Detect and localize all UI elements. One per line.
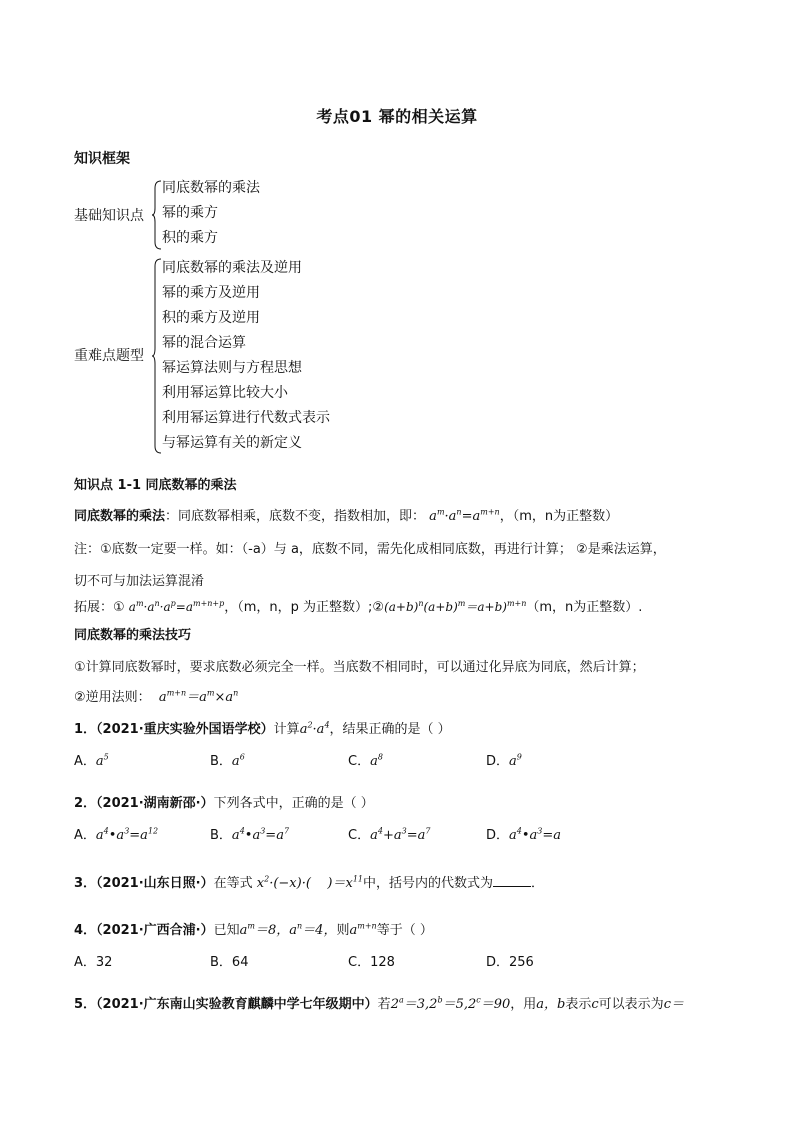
answer-blank[interactable] [493,874,531,887]
option-a: A．$a^4•a^3=a^{12}$ [74,826,159,843]
tips-heading: 同底数幂的乘法技巧 [74,628,192,643]
option-d: D．$a^4•a^3=a$ [486,826,562,843]
option-b: B．$a^6$ [210,752,245,769]
key-item: 同底数幂的乘法及逆用 [162,260,302,276]
reverse-formula: $a^{m+n}=a^m\times a^n$ [154,688,239,705]
key-label: 重难点题型 [74,348,144,364]
option-b: B．64 [210,955,249,970]
framework-heading: 知识框架 [74,151,130,167]
key-item: 与幂运算有关的新定义 [162,435,302,451]
key-item: 利用幂运算比较大小 [162,385,288,401]
key-item: 幂运算法则与方程思想 [162,360,302,376]
key-item: 幂的乘方及逆用 [162,285,260,301]
option-c: C．$a^4+a^3=a^7$ [348,826,431,843]
question-3: 3．（2021·山东日照·）在等式 $x^2\cdot(-x)\cdot$( )$=x^{11}$中，括号内的代数式为 ． [74,874,545,891]
extension-formula-2: $(a+b)^n(a+b)^m=a+b)^{m+n}$ [384,599,527,614]
tips-line: ②逆用法则： $a^{m+n}=a^m\times a^n$ [74,688,239,705]
option-d: D．$a^9$ [486,752,522,769]
question-1: 1．（2021·重庆实验外国语学校）计算$a^2\cdot a^4$，结果正确的是（ ） [74,720,451,737]
extension-formula-1: $a^m\cdot a^n\cdot a^p=a^{m+n+p}$ [128,599,225,614]
note-line: 切不可与加法运算混淆 [74,574,205,589]
section-heading: 知识点 1-1 同底数幂的乘法 [74,478,237,493]
note-line: 注：①底数一定要一样。如：（-a）与 a，底数不同，需先化成相同底数，再进行计算； ②是乘法运算， [74,542,666,557]
option-c: C．128 [348,955,395,970]
option-a: A．$a^5$ [74,752,109,769]
option-a: A．32 [74,955,113,970]
question-5: 5．（2021·广东南山实验教育麒麟中学七年级期中）若$2^a=3,2^b=5,2^c=90$，用a，b表示c可以表示为c＝ [74,995,684,1012]
basic-item: 幂的乘方 [162,205,218,221]
option-d: D．256 [486,955,534,970]
basic-item: 同底数幂的乘法 [162,180,260,196]
key-item: 积的乘方及逆用 [162,310,260,326]
key-item: 幂的混合运算 [162,335,246,351]
option-c: C．$a^8$ [348,752,383,769]
definition-line: 同底数幂的乘法：同底数幂相乘，底数不变，指数相加，即： $a^m\cdot a^n=a^{m+n}$，（m，n为正整数） [74,507,619,524]
basic-label: 基础知识点 [74,208,144,224]
definition-formula: $a^m\cdot a^n=a^{m+n}$ [429,507,500,524]
question-2: 2．（2021·湖南新邵·）下列各式中，正确的是（ ） [74,796,374,811]
tips-line: ①计算同底数幂时，要求底数必须完全一样。当底数不相同时，可以通过化异底为同底，然后计算； [74,660,645,675]
question-4: 4．（2021·广西合浦·）已知$a^m=8$，$a^n=4$，则$a^{m+n}$等于（ ） [74,921,433,938]
option-b: B．$a^4•a^3=a^7$ [210,826,290,843]
page-title: 考点01 幂的相关运算 [316,107,478,126]
extension-line: 拓展：① $a^m\cdot a^n\cdot a^p=a^{m+n+p}$，（m，n，p 为正整数）$;②(a+b)^n(a+b)^m=a+b)^{m+n}(m$，n为正整数）. [74,599,643,615]
basic-item: 积的乘方 [162,230,218,246]
key-item: 利用幂运算进行代数式表示 [162,410,330,426]
